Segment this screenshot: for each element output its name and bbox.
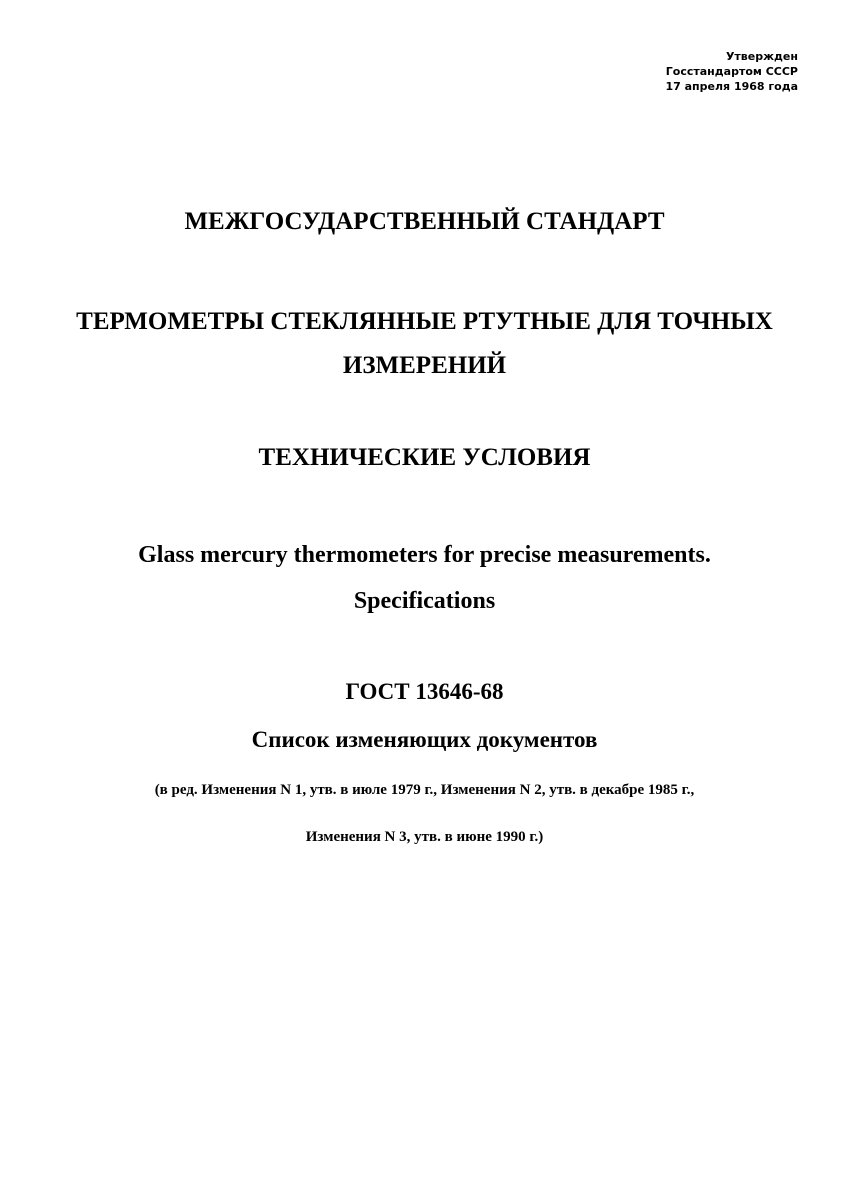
standard-kind-heading: МЕЖГОСУДАРСТВЕННЫЙ СТАНДАРТ [184,208,665,235]
approval-line-authority: Госстандартом СССР [665,65,798,78]
document-title-ru-line-2: ИЗМЕРЕНИЙ [342,352,507,379]
document-title-en-line-2: Specifications [353,588,496,614]
amendments-line-2: Изменения N 3, утв. в июне 1990 г.) [305,829,544,845]
document-title-en-line-1: Glass mercury thermometers for precise measurements. [138,542,711,568]
gost-number: ГОСТ 13646-68 [345,679,504,704]
amendments-heading: Список изменяющих документов [251,727,598,752]
document-title-en [0,532,849,624]
approval-line-approved: Утвержден [725,50,798,63]
approval-stamp [666,49,799,94]
document-subtitle-ru: ТЕХНИЧЕСКИЕ УСЛОВИЯ [258,444,591,471]
document-title-ru-line-1: ТЕРМОМЕТРЫ СТЕКЛЯННЫЕ РТУТНЫЕ ДЛЯ ТОЧНЫХ [76,308,773,335]
amendments-line-1: (в ред. Изменения N 1, утв. в июле 1979 г., Изменения N 2, утв. в декабре 1985 г., [154,782,695,798]
approval-line-date: 17 апреля 1968 года [665,80,798,93]
document-title-ru [0,300,849,388]
